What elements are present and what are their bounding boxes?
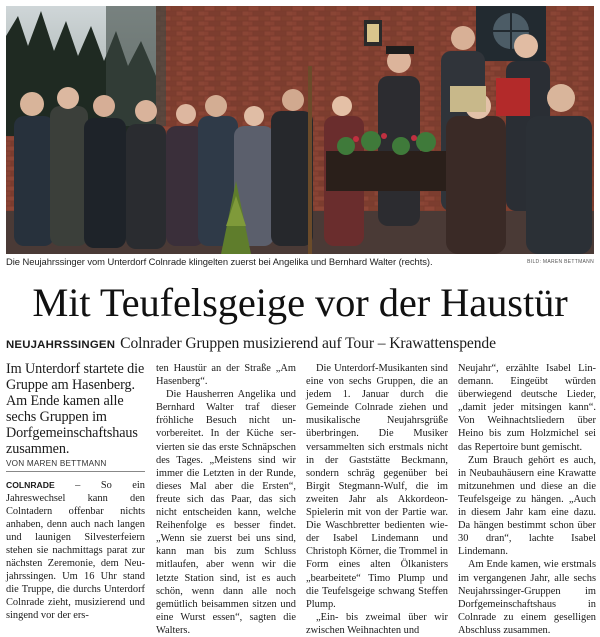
column-1 bbox=[6, 362, 145, 623]
column-2-paragraph-2: Die Hausherren Angelika und Bernhard Walter traf dieser fröhliche Besuch nicht unvorbereitet. In der Küche servierten sie das erste Schnäpschen des Tages. „Meistens sind wir immer die Letzten in der Runde, dieses Mal aber die Ersten“, freute sich das Paar, das sich nicht entscheiden kann, welche Reihenfolge es besser findet. „Wenn sie zuerst bei uns sind, kann man bis zum Schluss mitlaufen, aber wenn wir die letzte Station sind, ist es auch schön, wenn dann alle noch gemütlich beisammen sitzen und eine Wurst essen“, sagten die Walters. bbox=[156, 389, 296, 636]
photo-caption: Die Neujahrssinger vom Unterdorf Colnrade klingelten zuerst bei Angelika und Bernhard Walter (rechts). bbox=[6, 256, 433, 267]
byline-rule bbox=[6, 471, 145, 472]
headline: Mit Teufelsgeige vor der Haustür bbox=[32, 280, 568, 325]
column-1-paragraph bbox=[6, 479, 145, 623]
article-photo bbox=[6, 6, 594, 254]
column-4 bbox=[458, 362, 596, 637]
column-2-paragraph-1: ten Haustür an der Straße „Am Hasenberg“. bbox=[156, 363, 296, 388]
column-4-paragraph-2: Zum Brauch gehört es auch, in Neubauhäusern eine Krawatte mitzunehmen und diese an die Teufelsgeige zu hängen. „Auch in diesem Jahr kam eine dazu. Da hängen bestimmt schon über 30 dran“, lachte Isabel Lindemann. bbox=[458, 454, 596, 558]
column-4-paragraph-3: Am Ende kamen, wie erstmals im vergangenen Jahr, alle sechs Neujahrssinger-Gruppen im Dorfgemeinschaftshaus in Colnrade zu einem geselligen Abschluss zusammen. bbox=[458, 559, 596, 636]
column-4-paragraph-1: Neujahr“, erzählte Isabel Lindemann. Eingeübt würden überwiegend deutsche Lieder, „damit jeder mitsingen kann“. Von Weihnachtsliedern über Heino bis zum Holzmichel sei das Repertoire bunt gemischt. bbox=[458, 363, 596, 453]
caption-row bbox=[6, 256, 594, 270]
column-1-text: – So ein Jahreswechsel kann den Colntadern offenbar nichts anhaben, denn auch nach langen und launigen Silvesterfeiern stehen sie nachmittags parat zur nächsten Zeremonie, dem Neujahrssingen. Um 16 Uhr stand die Truppe, die durchs Unterdorf Colnrade zieht, musizierend und singend vor der ers- bbox=[6, 479, 145, 622]
dateline: COLNRADE bbox=[6, 479, 55, 490]
teaser: Im Unterdorf startete die Gruppe am Hasenberg. Am Ende kamen alle sechs Gruppen im Dorfgemeinschaftshaus zusammen. bbox=[6, 361, 145, 457]
kicker: NEUJAHRSSINGEN bbox=[6, 339, 116, 351]
column-3-paragraph-2: „Ein- bis zweimal über wir zwischen Weihnachten und bbox=[306, 611, 448, 636]
column-3-paragraph-1: Die Unterdorf-Musikanten sind eine von sechs Gruppen, die an jedem 1. Januar durch die Gemeinde Colnrade ziehen und musikalische Neujahrsgrüße überbringen. Die Musiker versammelten sich erstmals nicht in der Gaststätte Beckmann, sondern schräg gegenüber bei Birgit Stegmann-Wulf, die im zweiten Jahr als Akkordeon-Spielerin mit von der Partie war. Die Waschbretter bedienten wieder Isabel Lindemann und Christoph Körner, die Trommel in Form eines alten Ölkanisters „bearbeitete“ Timo Plump und die Teufelsgeige schwang Steffen Plump. bbox=[306, 363, 448, 610]
column-2 bbox=[156, 362, 296, 637]
column-3 bbox=[306, 362, 448, 637]
subtitle: Colnrader Gruppen musizierend auf Tour – Krawattenspende bbox=[120, 335, 496, 352]
byline: VON MAREN BETTMANN bbox=[6, 459, 107, 469]
group-photo-illustration bbox=[6, 6, 594, 254]
photo-credit: BILD: MAREN BETTMANN bbox=[527, 259, 594, 265]
subline bbox=[6, 334, 598, 355]
